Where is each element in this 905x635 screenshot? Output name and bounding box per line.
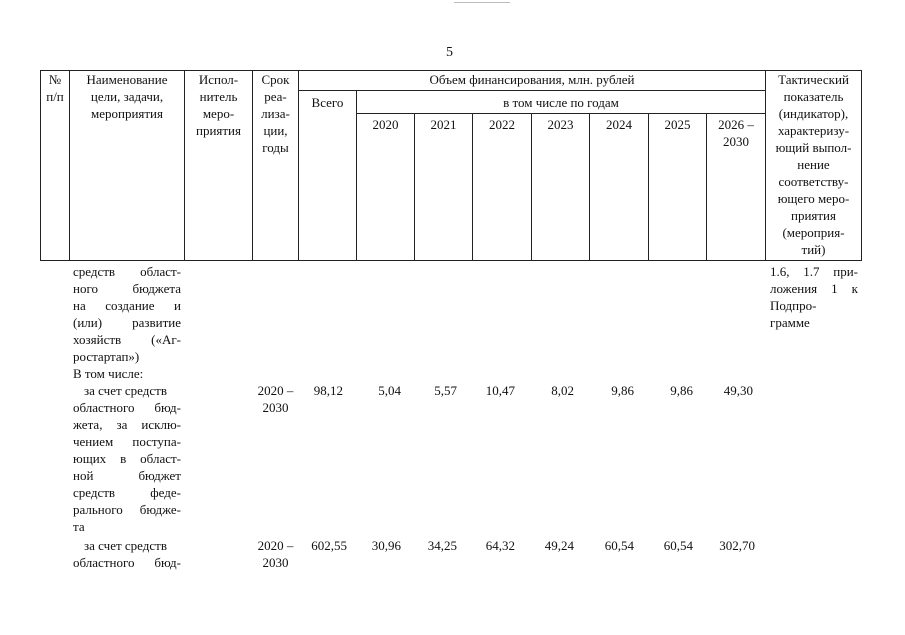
header-year-2023: 2023: [547, 117, 574, 132]
header-funding: Объем финансирования, млн. рублей: [429, 72, 635, 87]
col-line-14: [861, 70, 862, 260]
row-1-value-2021: 5,57: [434, 383, 457, 398]
years-header-border: [356, 113, 765, 114]
row-1-value-2024: 9,86: [611, 383, 634, 398]
funding-header-border: [298, 90, 765, 91]
header-year-2020: 2020: [372, 117, 399, 132]
row-2-term: 2020 – 2030: [257, 538, 294, 570]
table-header-bottom-border: [40, 260, 862, 261]
including-label: В том числе:: [73, 366, 144, 381]
col-line-9: [531, 113, 532, 260]
row-1-total: 98,12: [313, 383, 343, 398]
col-line-8: [472, 113, 473, 260]
header-year-2026-2030: 2026 – 2030: [718, 117, 754, 149]
header-executor: Испол- нитель меро- приятия: [195, 72, 241, 138]
row-2-value-2021: 34,25: [427, 538, 457, 553]
row-2-value-2020: 30,96: [371, 538, 401, 553]
col-line-11: [648, 113, 649, 260]
header-num: № п/п: [46, 72, 64, 104]
header-by-years: в том числе по годам: [503, 95, 619, 110]
header-indicator: Тактический показатель (индикатор), характеризу- ющий выпол- нение соответству- ющего меро- приятия (мероприя- тий): [775, 72, 852, 257]
row-2-total: 602,55: [311, 538, 347, 553]
row-2-name: за счет средств областного бюд-: [73, 538, 181, 570]
col-line-10: [589, 113, 590, 260]
row-1-name: за счет средств областного бюд- жета, за исклю- чением поступа- ющих в област- ной бюджет средств феде- рального бюдже- та: [73, 383, 181, 534]
indicator-text: 1.6, 1.7 при- ложения 1 к Подпро- грамме: [770, 264, 858, 330]
col-line-7: [414, 113, 415, 260]
row-1-value-2023: 8,02: [551, 383, 574, 398]
header-term: Срок реа- лиза- ции, годы: [261, 72, 290, 155]
header-year-2021: 2021: [430, 117, 457, 132]
row-2-value-2024: 60,54: [604, 538, 634, 553]
header-year-2024: 2024: [606, 117, 632, 132]
row-1-value-2022: 10,47: [485, 383, 515, 398]
row-1-value-2020: 5,04: [378, 383, 401, 398]
row-2-value-2022: 64,32: [485, 538, 515, 553]
row-1-value-2026-2030: 49,30: [723, 383, 753, 398]
header-total: Всего: [311, 95, 344, 110]
name-intro: средств област- ного бюджета на создание и (или) развитие хозяйств («Аг- ростартап») В том числе:: [73, 264, 181, 381]
page-number: 5: [446, 45, 453, 60]
header-name: Наименование цели, задачи, мероприятия: [86, 72, 168, 121]
row-1-value-2025: 9,86: [670, 383, 693, 398]
top-rule: [454, 2, 510, 3]
row-2-value-2023: 49,24: [544, 538, 574, 553]
row-1-term: 2020 – 2030: [257, 383, 294, 415]
header-year-2025: 2025: [664, 117, 691, 132]
header-year-2022: 2022: [489, 117, 515, 132]
row-2-value-2026-2030: 302,70: [719, 538, 755, 553]
row-2-value-2025: 60,54: [663, 538, 693, 553]
